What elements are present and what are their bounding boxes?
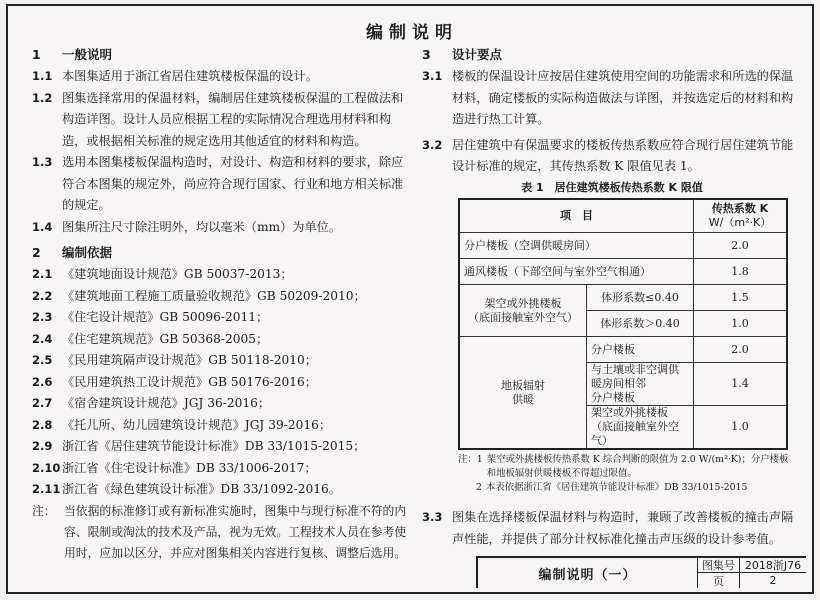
item-text: 居住建筑中有保温要求的楼板传热系数应符合现行居住建筑节能设计标准的规定，其传热系数 K 限值见表 1。: [452, 137, 794, 173]
row-value: 1.5: [694, 285, 788, 311]
row-value: 1.4: [694, 363, 788, 406]
item-text: 图集所注尺寸除注明外，均以毫米（mm）为单位。: [62, 219, 342, 234]
item-number: 2.8: [32, 417, 53, 432]
list-item: [32, 66, 412, 88]
item-number: 2.10: [32, 460, 61, 475]
item-text: 《建筑地面设计规范》GB 50037-2013；: [62, 267, 293, 281]
note-text: 架空或外挑楼板传热系数 K 综合判断的限值为 2.0 W/(m²·K)；分户楼板和地板辐射供暖楼板不得超过限值。: [486, 454, 789, 479]
item-text: 浙江省《居住建筑节能设计标准》DB 33/1015-2015；: [62, 439, 366, 453]
item-number: 2.7: [32, 396, 53, 410]
table-note: [458, 481, 792, 495]
section-number: 2: [32, 245, 41, 260]
item-text: 图集在选择楼板保温材料与构造时，兼顾了改善楼板的撞击声隔声性能，并提供了部分计权标准化撞击声压级的设计参考值。: [452, 510, 794, 546]
list-item: [422, 135, 802, 178]
list-item: [422, 66, 802, 131]
left-column: [32, 44, 412, 564]
list-item: [32, 217, 412, 239]
list-item: [32, 329, 412, 351]
drawing-frame: [6, 4, 814, 594]
list-item: [32, 458, 412, 480]
table-caption: 表 1 居住建筑楼板传热系数 K 限值: [521, 180, 703, 194]
note-text: 本表依据浙江省《居住建筑节能设计标准》DB 33/1015-2015: [486, 482, 748, 493]
note-label: 注：: [458, 454, 477, 465]
section-number: 3: [422, 47, 431, 62]
note-text: 当依据的标准修订或有新标准实施时，图集中与现行标准不符的内容、限制或淘汰的技术及产品，视为无效。工程技术人员在参考使用时，应加以区分，并应对图集相关内容进行复核、调整后选用。: [64, 503, 407, 560]
section-1-heading: [32, 44, 412, 66]
right-column: [422, 44, 802, 550]
row-value: 1.0: [694, 406, 788, 450]
table-header-row: [459, 199, 787, 233]
row-label: 分户楼板: [587, 337, 694, 363]
atlas-number-value: 2018浙J76: [740, 558, 806, 573]
item-text: 《建筑地面工程施工质量验收规范》GB 50209-2010；: [62, 288, 366, 303]
group-label-line-2: （底面接触室外空气）: [468, 310, 578, 324]
item-number: 2.4: [32, 331, 53, 346]
item-number: 1.3: [32, 155, 53, 169]
item-text: 《民用建筑隔声设计规范》GB 50118-2010；: [62, 353, 317, 367]
item-number: 3.1: [422, 69, 443, 83]
item-number: 2.1: [32, 267, 53, 281]
list-item: [422, 507, 802, 550]
item-number: 1.2: [32, 90, 53, 105]
row-label: [587, 363, 694, 406]
item-text: 《住宅设计规范》GB 50096-2011；: [62, 310, 269, 324]
row-label: 分户楼板（空调供暖房间）: [459, 233, 694, 259]
item-text: 《宿舍建筑设计规范》JGJ 36-2016；: [62, 396, 271, 410]
header-value-line-2: W/（m²·K）: [708, 215, 772, 229]
row-label-line-2: 分户楼板: [591, 391, 635, 404]
section-number: 1: [32, 47, 41, 62]
list-item: [32, 436, 412, 458]
list-item: [32, 393, 412, 415]
group-label: [459, 337, 587, 450]
note-number: 1: [476, 454, 483, 465]
row-value: 1.0: [694, 311, 788, 337]
group-label-line-2: 供暖: [512, 392, 534, 406]
item-text: 图集选择常用的保温材料，编制居住建筑楼板保温的工程做法和构造详图。设计人员应根据工程的实际情况合理选用材料和构造，或根据相关标准的规定选用其他适宜的材料和构造。: [62, 90, 404, 148]
row-label: 体形系数≤0.40: [587, 285, 694, 311]
item-number: 2.2: [32, 288, 53, 303]
heat-transfer-table: [458, 198, 788, 451]
item-number: 3.2: [422, 137, 443, 152]
list-item: [32, 152, 412, 217]
row-value: 1.8: [694, 259, 788, 285]
item-text: 《托儿所、幼儿园建筑设计规范》JGJ 39-2016；: [62, 417, 332, 432]
item-text: 《住宅建筑规范》GB 50368-2005；: [62, 331, 269, 346]
table-notes: [458, 453, 792, 495]
section-title: 设计要点: [452, 47, 503, 62]
note-number: 2: [476, 482, 482, 493]
item-number: 3.3: [422, 510, 443, 524]
header-value-line-1: 传热系数 K: [711, 201, 769, 215]
row-label-line-2: （底面接触室外空气）: [591, 420, 679, 447]
row-label: 通风楼板（下部空间与室外空气相通）: [459, 259, 694, 285]
item-number: 2.9: [32, 439, 53, 453]
row-value: 2.0: [694, 337, 788, 363]
table-row: [459, 285, 787, 311]
group-label-line-1: 地板辐射: [501, 378, 545, 392]
list-item: [32, 372, 412, 394]
note-label: 注：: [32, 503, 56, 518]
title-block: [476, 556, 806, 588]
group-label-line-1: 架空或外挑楼板: [484, 296, 562, 310]
list-item: [32, 88, 412, 153]
header-item: 项 目: [459, 199, 694, 233]
list-item: [32, 286, 412, 308]
item-text: 本图集适用于浙江省居住建筑楼板保温的设计。: [62, 69, 318, 83]
atlas-number-label: 图集号: [698, 558, 740, 573]
section-2-note: [32, 501, 412, 564]
list-item: [32, 479, 412, 501]
list-item: [32, 264, 412, 286]
list-item: [32, 350, 412, 372]
item-number: 1.4: [32, 219, 53, 234]
item-text: 楼板的保温设计应按居住建筑使用空间的功能需求和所选的保温材料，确定楼板的实际构造做法与详图，并按选定后的材料和构造进行热工计算。: [452, 69, 794, 126]
list-item: [32, 415, 412, 437]
item-text: 浙江省《住宅设计标准》DB 33/1006-2017；: [62, 460, 317, 475]
item-number: 1.1: [32, 69, 53, 83]
table-note: [458, 453, 792, 481]
section-3-heading: [422, 44, 802, 66]
row-label: 体形系数＞0.40: [587, 311, 694, 337]
item-text: 浙江省《绿色建筑设计标准》DB 33/1092-2016。: [62, 482, 341, 496]
item-number: 2.6: [32, 374, 53, 389]
row-value: 2.0: [694, 233, 788, 259]
row-label: [587, 406, 694, 450]
page-title: 编制说明: [366, 23, 458, 43]
item-number: 2.5: [32, 353, 53, 367]
header-value: [694, 199, 788, 233]
page-label: 页: [698, 573, 740, 588]
group-label: [459, 285, 587, 337]
item-number: 2.11: [32, 482, 61, 496]
list-item: [32, 307, 412, 329]
item-number: 2.3: [32, 310, 53, 324]
row-label-line-1: 架空或外挑楼板: [591, 406, 668, 419]
table-row: [459, 259, 787, 285]
section-title: 一般说明: [62, 47, 113, 62]
item-text: 《民用建筑热工设计规范》GB 50176-2016；: [62, 374, 317, 389]
row-label-line-1: 与土壤或非空调供暖房间相邻: [591, 363, 679, 390]
item-text: 选用本图集楼板保温构造时，对设计、构造和材料的要求，除应符合本图集的规定外，尚应符合现行国家、行业和地方相关标准的规定。: [62, 155, 404, 212]
section-title: 编制依据: [62, 245, 113, 260]
page-number: 2: [769, 574, 777, 587]
table-row: [459, 337, 787, 363]
sheet-name: 编制说明（一）: [478, 558, 698, 588]
section-2-heading: [32, 242, 412, 264]
table-row: [459, 233, 787, 259]
